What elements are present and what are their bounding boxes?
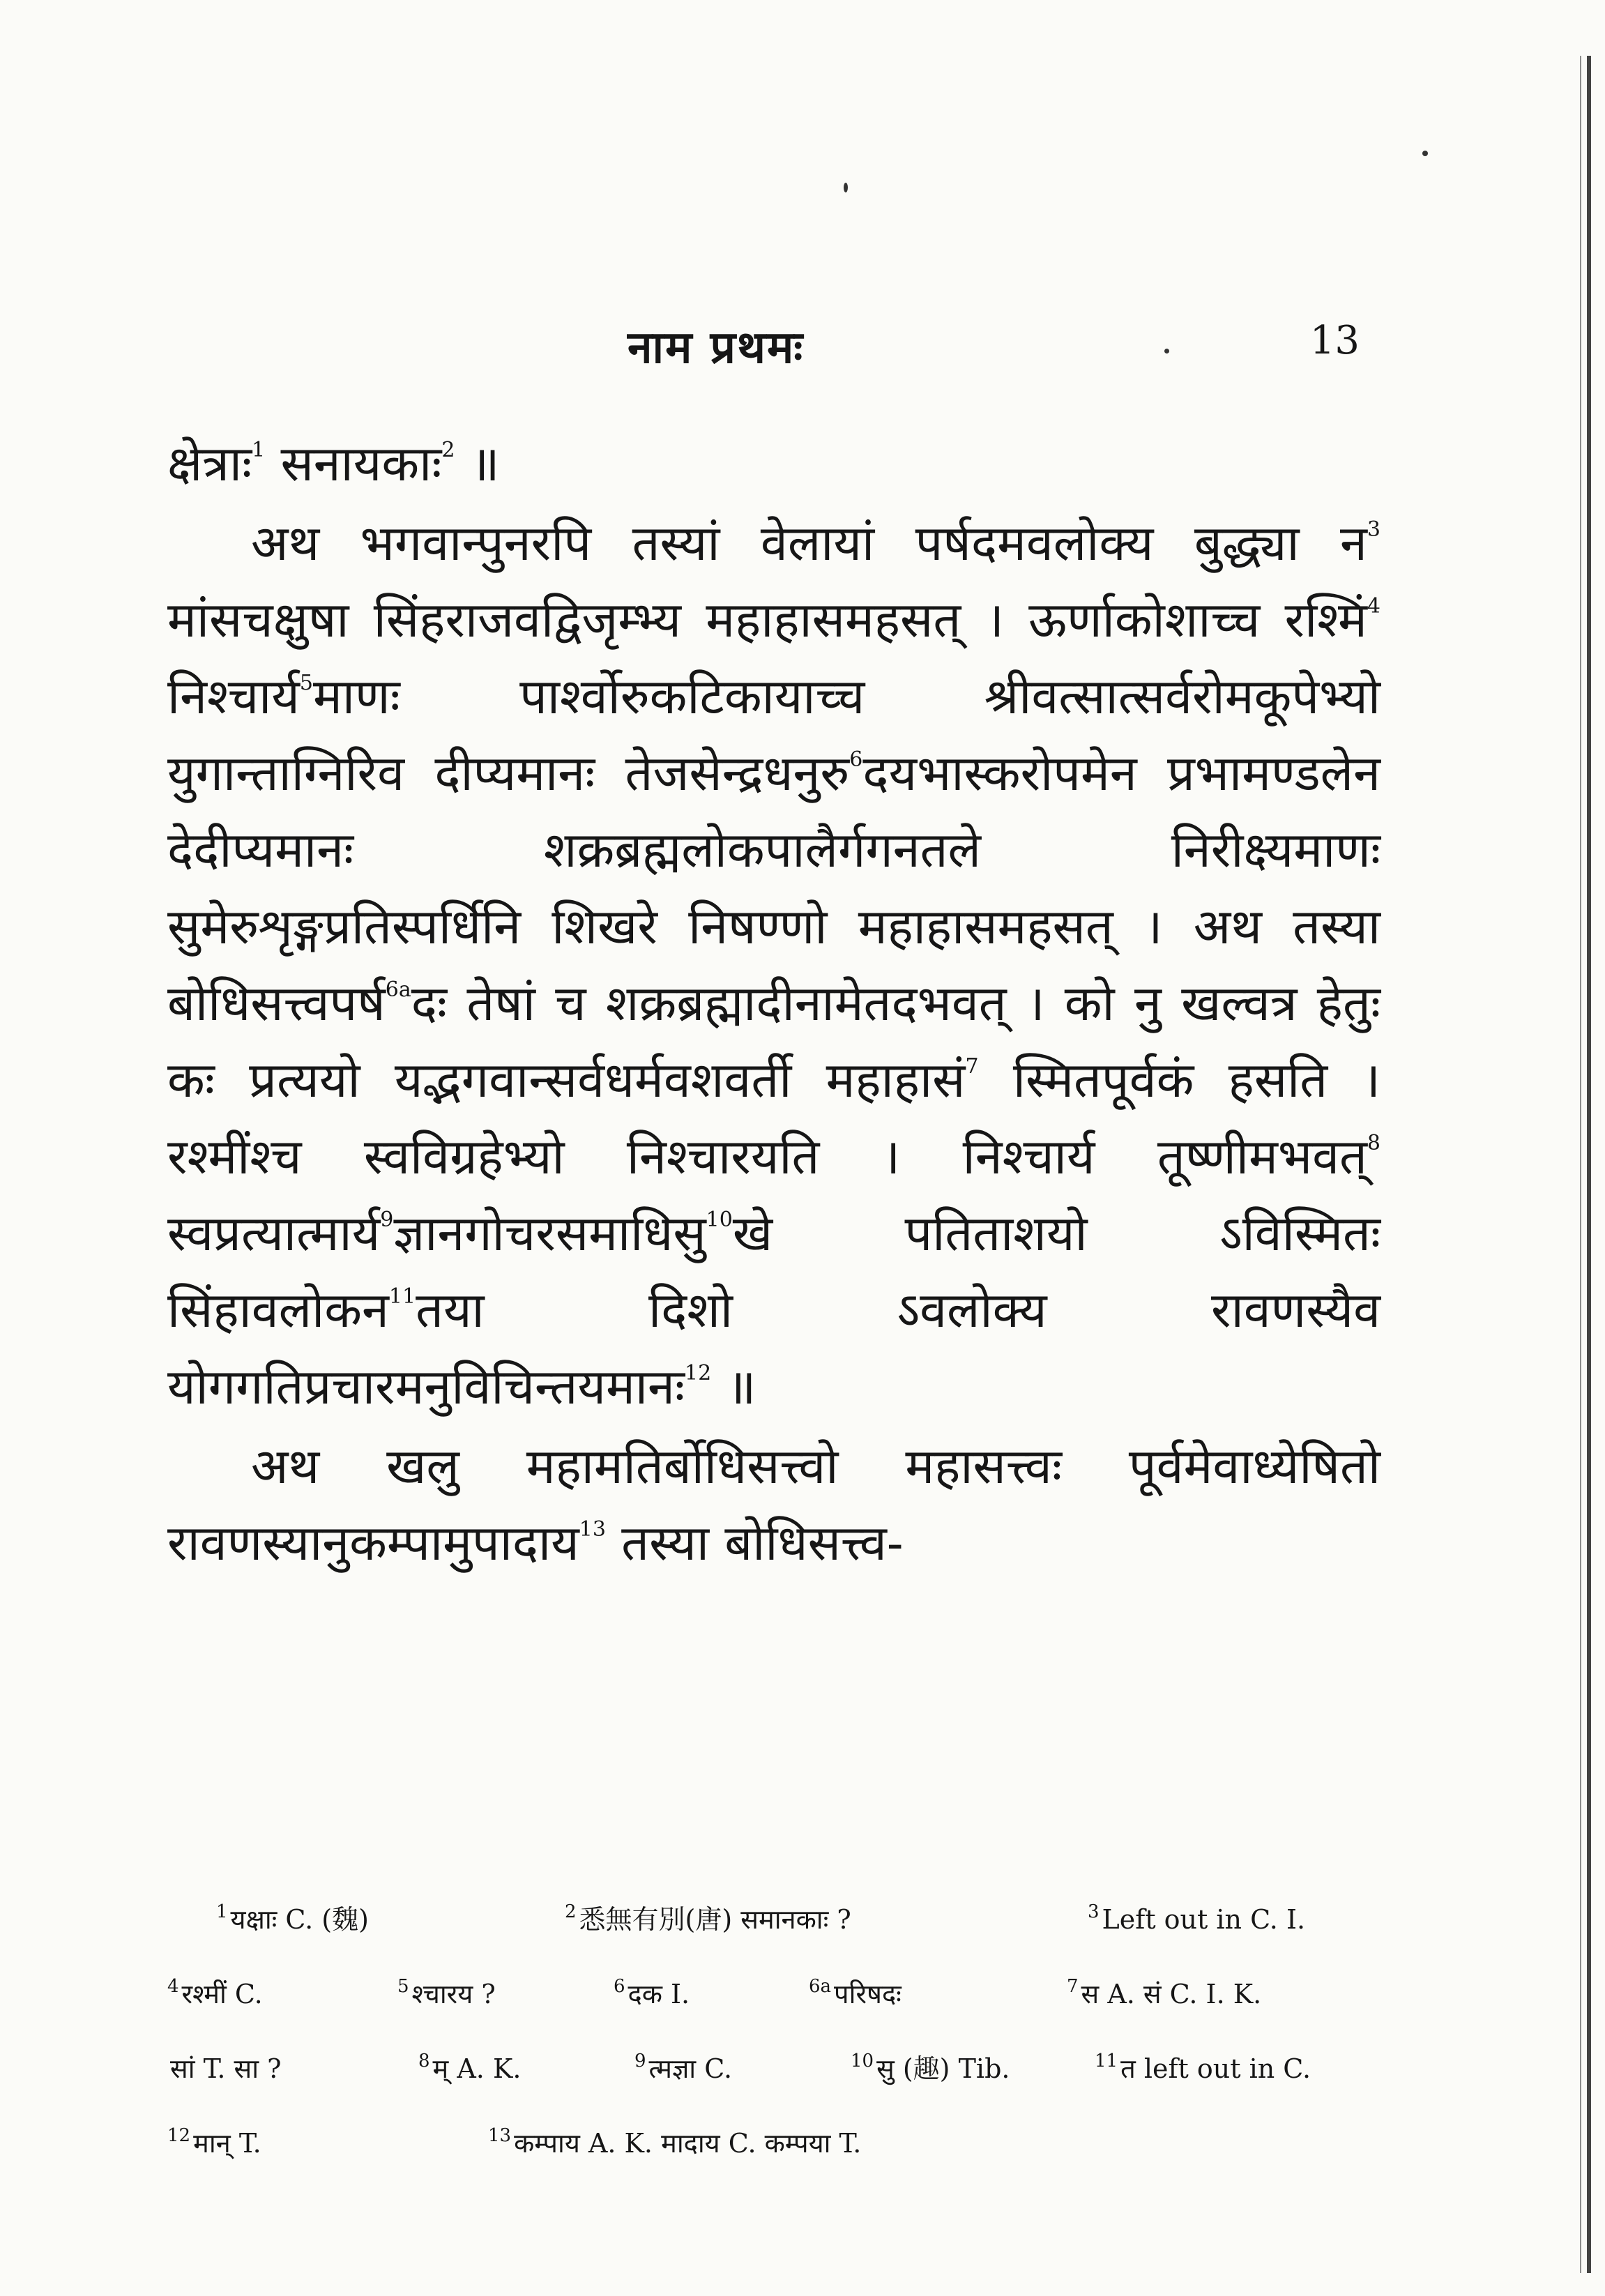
footnote-text: श्चारय ? xyxy=(411,1979,496,2009)
footnote-ref: 4 xyxy=(1367,594,1380,618)
paragraph xyxy=(167,505,1380,1425)
text-run: निश्चार्य xyxy=(167,668,300,725)
scan-page-edge xyxy=(1587,56,1591,2273)
footnote-ref: 7 xyxy=(965,1054,979,1079)
footnote-ref: 6a xyxy=(385,978,411,1002)
scan-speck xyxy=(844,183,848,192)
footnote-text: म् A. K. xyxy=(432,2053,522,2084)
footnote-ref: 12 xyxy=(685,1361,712,1385)
footnote-number: 7 xyxy=(1067,1976,1079,1997)
footnote-number: 12 xyxy=(167,2125,191,2146)
scan-speck xyxy=(1422,151,1428,156)
footnote-number: 10 xyxy=(851,2051,874,2071)
text-run: दयभास्करोपमेन प्रभामण्डलेन देदीप्यमानः शक्रब्रह्मलोकपालैर्गगनतले निरीक्ष्यमाणः सुमेरुशृङ्गप्रतिस्पर्धिनि शिखरे निषण्णो महाहासमहसत् । अथ तस्या बोधिसत्त्वपर्ष xyxy=(167,745,1380,1032)
footnote-row xyxy=(167,2106,1380,2181)
footnote-number: 13 xyxy=(488,2125,512,2146)
text-run: दः तेषां च शक्रब्रह्मादीनामेतदभवत् । को नु खल्वत्र हेतुः कः प्रत्ययो यद्भगवान्सर्वधर्मवशवर्ती महाहासं xyxy=(167,975,1380,1109)
footnote-text: रश्मीं C. xyxy=(181,1979,263,2009)
page-number: 13 xyxy=(1309,318,1360,363)
footnote-number: 6a xyxy=(809,1976,832,1997)
text-run: क्षेत्राः xyxy=(167,435,252,492)
footnote-ref: 6 xyxy=(849,747,863,772)
footnote-number: 9 xyxy=(634,2051,646,2071)
footnote-number: 4 xyxy=(167,1976,179,1997)
text-run: मांसचक्षुषा सिंहराजवद्विजृम्भ्य महाहासमहसत् । ऊर्णाकोशाच्च रश्मिं xyxy=(167,591,1367,648)
body-text xyxy=(167,425,1380,1581)
footnote-text: 悉無有別(唐) समानकाः ? xyxy=(579,1904,851,1935)
footnotes xyxy=(167,1883,1380,2181)
text-run: तस्या बोधिसत्त्व- xyxy=(605,1514,904,1572)
footnote-row xyxy=(167,1957,1380,2032)
footnote-ref: 11 xyxy=(388,1284,416,1309)
text-run: ज्ञानगोचरसमाधिसु xyxy=(393,1205,706,1262)
footnote-ref: 3 xyxy=(1367,517,1380,542)
text-run: ॥ xyxy=(455,435,500,492)
footnote-number: 1 xyxy=(216,1901,228,1922)
footnote-text: त left out in C. xyxy=(1120,2053,1311,2084)
footnote-number: 8 xyxy=(418,2051,430,2071)
text-run: अथ खलु महामतिर्बोधिसत्त्वो महासत्त्वः पूर्वमेवाध्येषितो रावणस्यानुकम्पामुपादाय xyxy=(167,1438,1380,1572)
text-run: सनायकाः xyxy=(265,435,442,492)
footnote-text: Left out in C. I. xyxy=(1102,1904,1306,1935)
scan-page-edge-inner xyxy=(1580,56,1581,2273)
footnote-ref: 1 xyxy=(252,438,266,462)
footnote-number: 6 xyxy=(614,1976,625,1997)
paragraph xyxy=(167,425,1380,502)
footnote-text: स A. सं C. I. K. xyxy=(1081,1979,1262,2009)
footnote-number: 3 xyxy=(1088,1901,1100,1922)
footnote-ref: 2 xyxy=(441,438,455,462)
text-run: माणः पार्श्वोरुकटिकायाच्च श्रीवत्सात्सर्वरोमकूपेभ्यो युगान्ताग्निरिव दीप्यमानः तेजसेन्द्रधनुरु xyxy=(167,668,1380,802)
footnote-number: 11 xyxy=(1095,2051,1118,2071)
footnote-text: यक्षाः C. (魏) xyxy=(230,1904,369,1935)
text-run: खे पतिताशयो ऽविस्मितः सिंहावलोकन xyxy=(167,1205,1380,1339)
footnote-text: त्मज्ञा C. xyxy=(648,2053,733,2084)
footnote-ref: 13 xyxy=(579,1517,606,1542)
paragraph xyxy=(167,1428,1380,1581)
text-run: अथ भगवान्पुनरपि तस्यां वेलायां पर्षदमवलोक्य बुद्ध्या न xyxy=(251,515,1367,572)
text-run: स्वप्रत्यात्मार्य xyxy=(167,1205,381,1262)
footnote-ref: 5 xyxy=(299,671,314,695)
footnote-number: 2 xyxy=(565,1901,577,1922)
running-head: नाम प्रथमः xyxy=(627,321,805,374)
footnote-number: 5 xyxy=(397,1976,409,1997)
footnote-row xyxy=(167,1883,1380,1957)
footnote-ref: 9 xyxy=(380,1208,394,1232)
text-run: ॥ xyxy=(711,1358,756,1415)
footnote-text: दक I. xyxy=(627,1979,690,2009)
text-run: स्मितपूर्वकं हसति । रश्मींश्च स्वविग्रहेभ्यो निश्चारयति । निश्चार्य तूष्णीमभवत् xyxy=(167,1051,1380,1185)
footnote-text: परिषदः xyxy=(834,1979,902,2009)
page-header xyxy=(160,315,1360,378)
footnote-text: कम्पाय A. K. मादाय C. कम्पया T. xyxy=(514,2128,862,2159)
footnote-row xyxy=(167,2032,1380,2106)
footnote-text: सां T. सा ? xyxy=(170,2053,282,2084)
footnote-text: मान् T. xyxy=(193,2128,261,2159)
footnote-text: सु (趣) Tib. xyxy=(876,2053,1010,2084)
footnote-ref: 10 xyxy=(706,1208,733,1232)
footnote-ref: 8 xyxy=(1367,1131,1380,1155)
text-run: तया दिशो ऽवलोक्य रावणस्यैव योगगतिप्रचारमनुविचिन्तयमानः xyxy=(167,1282,1380,1415)
